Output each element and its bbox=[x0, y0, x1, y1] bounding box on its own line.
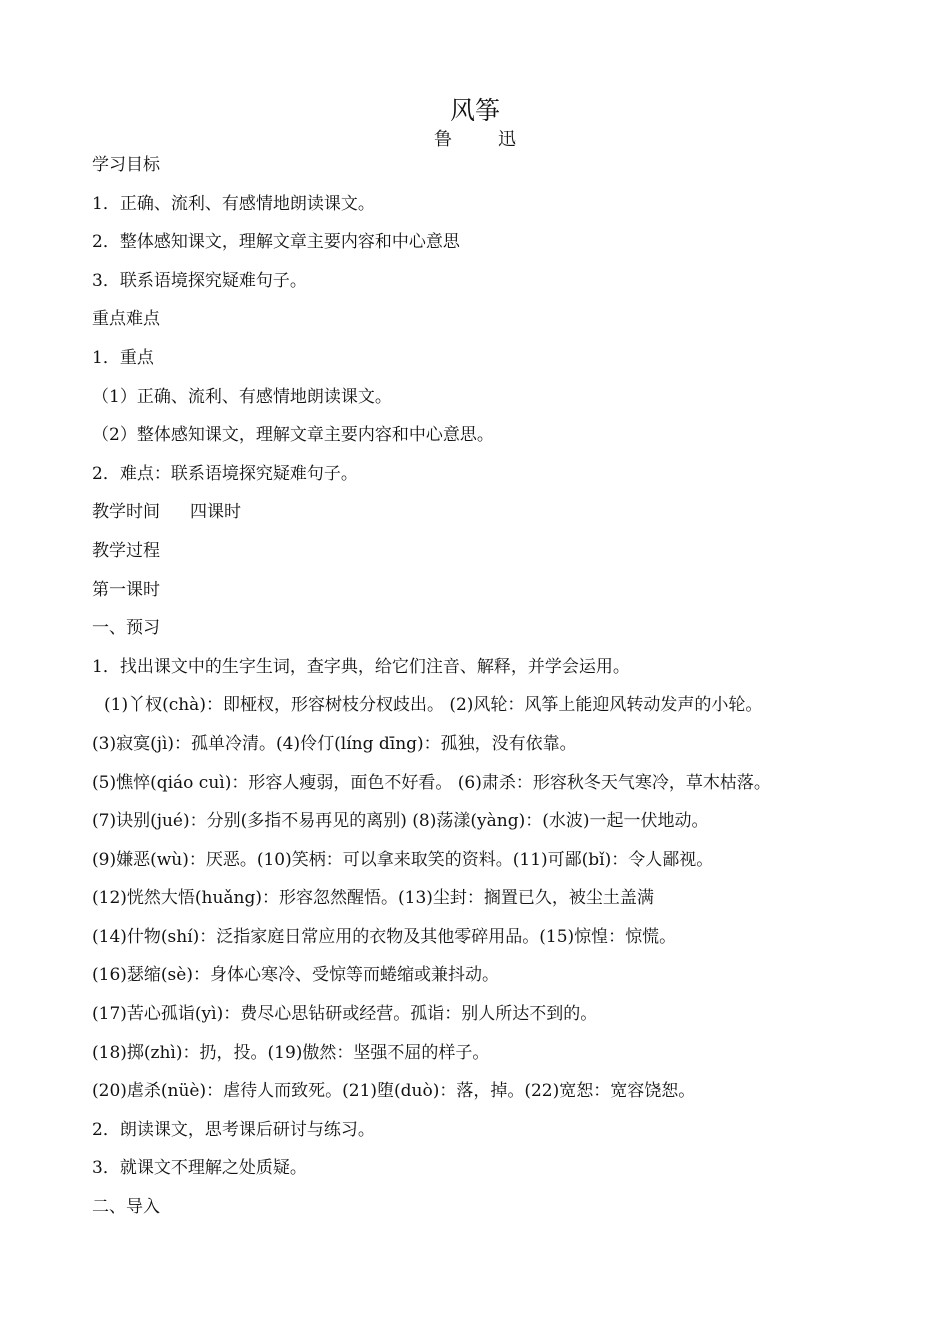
document-title: 风筝 bbox=[449, 96, 500, 125]
difficulty-item: 2．难点：联系语境探究疑难句子。 bbox=[92, 463, 358, 484]
objective-item: 2．整体感知课文，理解文章主要内容和中心意思 bbox=[92, 232, 460, 253]
vocab-line: (18)掷(zhì)：扔，投。(19)傲然：坚强不屈的样子。 bbox=[92, 1042, 490, 1063]
document-author: 鲁 迅 bbox=[434, 129, 530, 150]
vocab-line: (14)什物(shí)：泛指家庭日常应用的衣物及其他零碎用品。(15)惊惶：惊慌。 bbox=[92, 926, 677, 947]
teaching-time-label: 教学时间 bbox=[92, 502, 160, 523]
section-intro-heading: 二、导入 bbox=[92, 1197, 160, 1218]
teaching-time-value: 四课时 bbox=[190, 502, 241, 523]
vocab-line: (7)诀别(jué)：分别(多指不易再见的离别) (8)荡漾(yàng)：(水波)一起一伏地动。 bbox=[92, 811, 709, 832]
focus-item: （1）正确、流利、有感情地朗读课文。 bbox=[92, 386, 392, 407]
vocab-line: (1)丫杈(chà)：即桠杈，形容树枝分杈歧出。 (2)风轮：风筝上能迎风转动发声的小轮。 bbox=[104, 695, 763, 716]
document-body bbox=[92, 152, 892, 1233]
objective-item: 3．联系语境探究疑难句子。 bbox=[92, 270, 307, 291]
vocab-line: (17)苦心孤诣(yì)：费尽心思钻研或经营。孤诣：别人所达不到的。 bbox=[92, 1004, 598, 1025]
task-item: 3．就课文不理解之处质疑。 bbox=[92, 1158, 307, 1179]
focus-item: （2）整体感知课文，理解文章主要内容和中心意思。 bbox=[92, 425, 494, 446]
section-preview-heading: 一、预习 bbox=[92, 618, 160, 639]
vocab-line: (5)憔悴(qiáo cuì)：形容人瘦弱，面色不好看。 (6)肃杀：形容秋冬天气寒冷，草木枯落。 bbox=[92, 772, 771, 793]
teaching-time bbox=[92, 499, 892, 538]
vocab-line: (12)恍然大悟(huǎng)：形容忽然醒悟。(13)尘封：搁置已久，被尘土盖满 bbox=[92, 888, 654, 909]
vocab-line: (3)寂寞(jì)：孤单冷清。(4)伶仃(líng dīng)：孤独，没有依靠。 bbox=[92, 733, 577, 754]
vocab-line: (9)嫌恶(wù)：厌恶。(10)笑柄：可以拿来取笑的资料。(11)可鄙(bǐ)：令人鄙视。 bbox=[92, 849, 714, 870]
vocab-line: (16)瑟缩(sè)：身体心寒冷、受惊等而蜷缩或兼抖动。 bbox=[92, 965, 499, 986]
task-item: 1．找出课文中的生字生词，查字典，给它们注音、解释，并学会运用。 bbox=[92, 656, 630, 677]
objectives-heading: 学习目标 bbox=[92, 155, 160, 175]
lesson-one-heading: 第一课时 bbox=[92, 579, 160, 600]
focus-label: 1．重点 bbox=[92, 347, 154, 368]
key-points-heading: 重点难点 bbox=[92, 309, 160, 330]
process-heading: 教学过程 bbox=[92, 540, 160, 561]
vocab-line: (20)虐杀(nüè)：虐待人而致死。(21)堕(duò)：落，掉。(22)宽恕：宽容饶恕。 bbox=[92, 1081, 696, 1102]
objective-item: 1．正确、流利、有感情地朗读课文。 bbox=[92, 193, 375, 214]
task-item: 2．朗读课文，思考课后研讨与练习。 bbox=[92, 1119, 375, 1140]
